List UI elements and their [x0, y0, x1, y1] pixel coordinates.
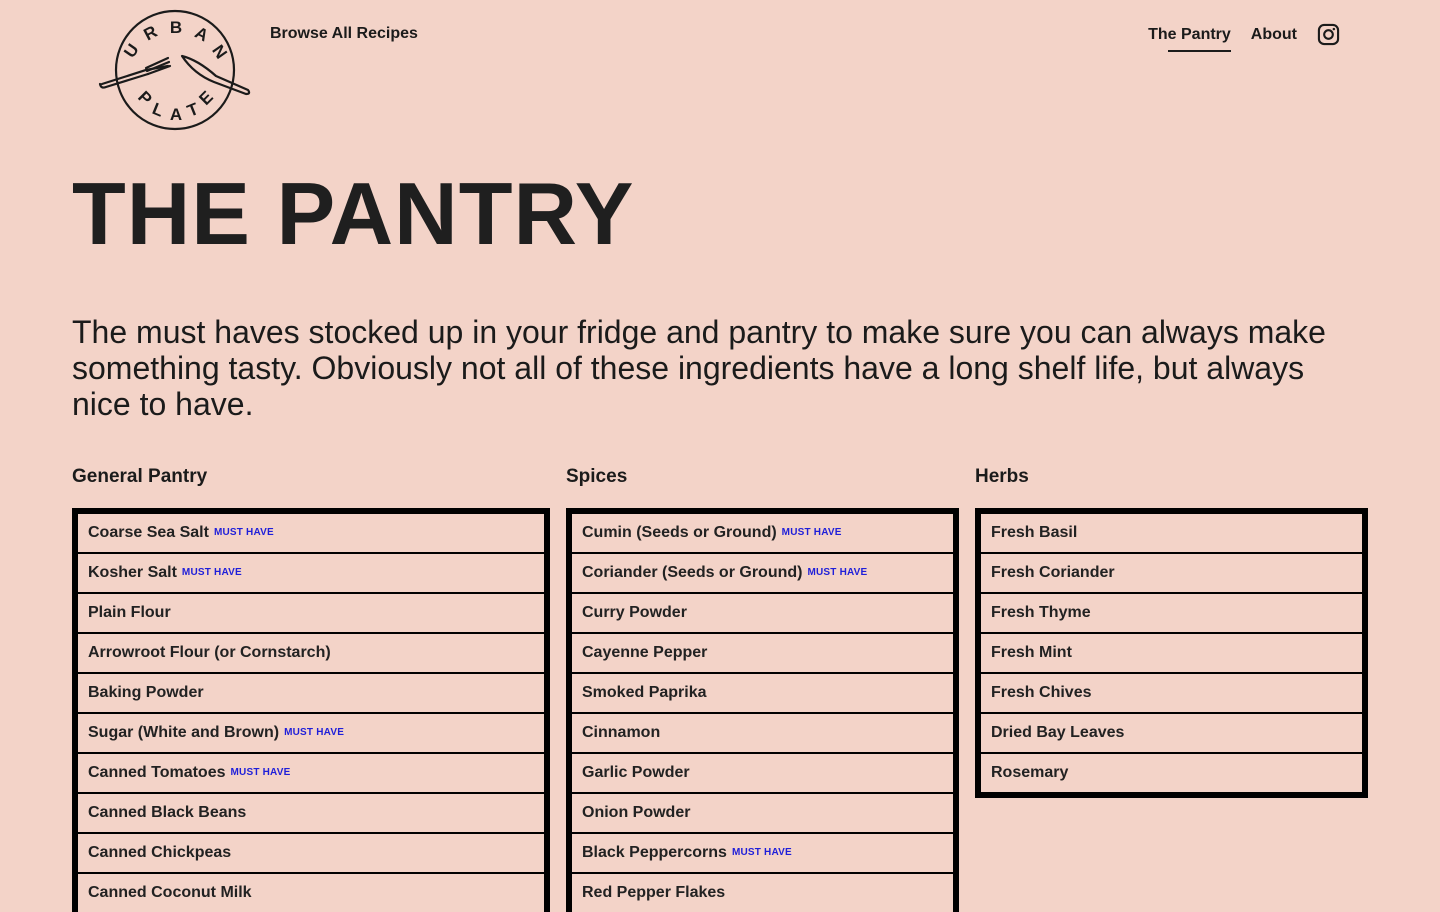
- column-heading: Herbs: [975, 466, 1029, 487]
- ingredient-name: Coriander (Seeds or Ground): [582, 564, 803, 581]
- column-spices: [566, 466, 959, 912]
- ingredient-name: Dried Bay Leaves: [991, 724, 1125, 741]
- ingredient-item: [981, 554, 1362, 594]
- ingredient-name: Rosemary: [991, 764, 1069, 781]
- ingredient-name: Fresh Basil: [991, 524, 1078, 541]
- must-have-badge: MUST HAVE: [807, 567, 868, 578]
- ingredient-item: [78, 834, 544, 874]
- nav-the-pantry[interactable]: The Pantry: [1148, 24, 1231, 46]
- ingredient-name: Cumin (Seeds or Ground): [582, 524, 777, 541]
- logo-letter: N: [208, 41, 231, 63]
- ingredient-name: Canned Coconut Milk: [88, 884, 252, 901]
- ingredient-item: [981, 714, 1362, 754]
- nav-about[interactable]: About: [1250, 25, 1297, 43]
- instagram-icon[interactable]: [1317, 23, 1340, 46]
- ingredient-name: Sugar (White and Brown): [88, 724, 280, 741]
- must-have-badge: MUST HAVE: [781, 527, 842, 538]
- ingredient-name: Kosher Salt: [88, 564, 177, 581]
- ingredient-item: [572, 554, 953, 594]
- ingredient-name: Garlic Powder: [582, 764, 690, 781]
- intro-paragraph: The must haves stocked up in your fridge and pantry to make sure you can always make something tasty. Obviously not all of these ingredients have a long shelf life, but always nice to have.: [72, 314, 1326, 422]
- ingredient-item: [572, 594, 953, 634]
- fork-icon: [100, 58, 170, 88]
- must-have-badge: MUST HAVE: [230, 767, 291, 778]
- ingredient-name: Cinnamon: [582, 724, 661, 741]
- ingredient-item: [78, 754, 544, 794]
- ingredient-name: Smoked Paprika: [582, 684, 707, 701]
- ingredient-list: [975, 508, 1368, 798]
- top-nav: [1128, 23, 1340, 46]
- must-have-badge: MUST HAVE: [731, 847, 792, 858]
- ingredient-item: [572, 794, 953, 834]
- page-title: THE PANTRY: [72, 164, 635, 263]
- ingredient-item: [572, 634, 953, 674]
- ingredient-item: [572, 754, 953, 794]
- ingredient-name: Curry Powder: [582, 604, 687, 621]
- ingredient-name: Fresh Coriander: [991, 564, 1115, 581]
- column-heading: Spices: [566, 466, 628, 487]
- ingredient-item: [981, 594, 1362, 634]
- ingredient-name: Coarse Sea Salt: [88, 524, 209, 541]
- ingredient-item: [78, 514, 544, 554]
- ingredient-name: Cayenne Pepper: [582, 644, 708, 661]
- logo-letter: A: [191, 22, 212, 46]
- logo-letter: T: [184, 99, 202, 121]
- ingredient-item: [78, 554, 544, 594]
- logo-letter: B: [169, 18, 183, 37]
- ingredient-name: Red Pepper Flakes: [582, 884, 726, 901]
- ingredient-item: [78, 794, 544, 834]
- ingredient-item: [78, 714, 544, 754]
- ingredient-item: [78, 634, 544, 674]
- logo-letter: U: [120, 40, 143, 62]
- ingredient-list: [566, 508, 959, 912]
- ingredient-item: [78, 874, 544, 912]
- browse-all-recipes-link[interactable]: Browse All Recipes: [270, 25, 418, 42]
- ingredient-name: Fresh Mint: [991, 644, 1072, 661]
- ingredient-item: [78, 674, 544, 714]
- ingredient-item: [981, 634, 1362, 674]
- must-have-badge: MUST HAVE: [181, 567, 242, 578]
- ingredient-name: Canned Tomatoes: [88, 764, 226, 781]
- ingredient-item: [572, 674, 953, 714]
- ingredient-name: Plain Flour: [88, 604, 171, 621]
- ingredient-name: Canned Chickpeas: [88, 844, 232, 861]
- ingredient-list: [72, 508, 550, 912]
- ingredient-name: Arrowroot Flour (or Cornstarch): [88, 644, 331, 661]
- ingredient-item: [572, 514, 953, 554]
- column-general-pantry: [72, 466, 550, 912]
- urban-plate-logo[interactable]: [98, 8, 252, 134]
- ingredient-item: [981, 514, 1362, 554]
- column-herbs: [975, 466, 1368, 798]
- logo-letter: E: [195, 87, 217, 109]
- logo-letter: L: [149, 99, 167, 121]
- ingredient-item: [78, 594, 544, 634]
- ingredient-name: Onion Powder: [582, 804, 691, 821]
- ingredient-name: Black Peppercorns: [582, 844, 727, 861]
- logo-letter: P: [134, 87, 156, 109]
- ingredient-item: [572, 834, 953, 874]
- ingredient-item: [572, 874, 953, 912]
- ingredient-name: Fresh Chives: [991, 684, 1092, 701]
- ingredient-item: [981, 754, 1362, 792]
- ingredient-item: [572, 714, 953, 754]
- must-have-badge: MUST HAVE: [213, 527, 274, 538]
- logo-letter: A: [169, 105, 183, 124]
- column-heading: General Pantry: [72, 466, 208, 487]
- ingredient-name: Canned Black Beans: [88, 804, 247, 821]
- ingredient-name: Baking Powder: [88, 684, 204, 701]
- ingredient-name: Fresh Thyme: [991, 604, 1091, 621]
- ingredient-item: [981, 674, 1362, 714]
- logo-letter: R: [140, 21, 161, 45]
- must-have-badge: MUST HAVE: [284, 727, 345, 738]
